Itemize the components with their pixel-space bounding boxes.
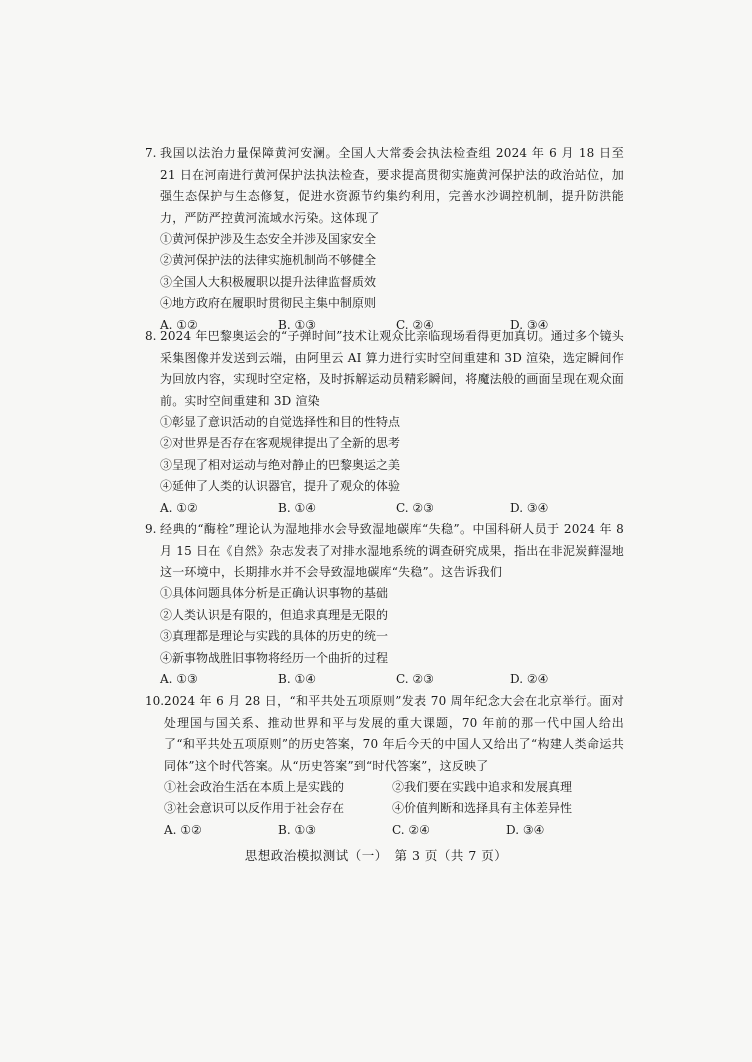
question-stem: 2024 年巴黎奥运会的“子弹时间”技术让观众比亲临现场看得更加真切。通过多个镜头采集图像并发送到云端，由阿里云 AI 算力进行实时空间重建和 3D 渲染，选定瞬间作为回放内容，实现时空定格，及时拆解运动员精彩瞬间，将魔法般的画面呈现在观众面前。实时空间重建和 3D 渲染 bbox=[160, 329, 624, 408]
statement-option: ②黄河保护法的法律实施机制尚不够健全 bbox=[160, 253, 377, 267]
statement-option: ④价值判断和选择具有主体差异性 bbox=[392, 801, 573, 815]
choice-b: B. ①③ bbox=[278, 318, 316, 332]
question-stem: 2024 年 6 月 28 日，“和平共处五项原则”发表 70 周年纪念大会在北京举行。面对处理国与国关系、推动世界和平与发展的重大课题，70 年前的那一代中国人给出了“和平共处五项原则”的历史答案，70 年后今天的中国人又给出了“构建人类命运共同体”这个时代答案。从“历史答案”到“时代答案”，这反映了 bbox=[164, 694, 624, 773]
choice-a: A. ①② bbox=[160, 501, 198, 515]
statement-option: ④延伸了人类的认识器官，提升了观众的体验 bbox=[160, 479, 401, 493]
choice-c: C. ②③ bbox=[396, 672, 434, 686]
question-number: 7. bbox=[145, 146, 157, 160]
choice-b: B. ①④ bbox=[278, 501, 316, 515]
question-number: 10. bbox=[145, 694, 165, 708]
choice-c: C. ②④ bbox=[396, 318, 434, 332]
statement-option: ②对世界是否存在客观规律提出了全新的思考 bbox=[160, 436, 401, 450]
question-number: 9. bbox=[145, 522, 157, 536]
choice-b: B. ①③ bbox=[278, 823, 316, 837]
choice-d: D. ③④ bbox=[506, 823, 545, 837]
question-stem: 经典的“酶栓”理论认为湿地排水会导致湿地碳库“失稳”。中国科研人员于 2024 年 8 月 15 日在《自然》杂志发表了对排水湿地系统的调查研究成果，指出在非泥炭藓湿地这一环境中，长期排水并不会导致湿地碳库“失稳”。这告诉我们 bbox=[160, 522, 624, 579]
statement-option: ④新事物战胜旧事物将经历一个曲折的过程 bbox=[160, 651, 389, 665]
statement-option: ③真理都是理论与实践的具体的历史的统一 bbox=[160, 629, 389, 643]
page-footer: 思想政治模拟测试（一） 第 3 页（共 7 页） bbox=[244, 848, 508, 863]
statement-option: ①彰显了意识活动的自觉选择性和目的性特点 bbox=[160, 415, 401, 429]
statement-option: ①社会政治生活在本质上是实践的 bbox=[164, 780, 345, 794]
statement-option: ①具体问题具体分析是正确认识事物的基础 bbox=[160, 586, 389, 600]
choice-d: D. ②④ bbox=[510, 672, 549, 686]
statement-option: ①黄河保护涉及生态安全并涉及国家安全 bbox=[160, 232, 377, 246]
choice-d: D. ③④ bbox=[510, 501, 549, 515]
statement-option: ③呈现了相对运动与绝对静止的巴黎奥运之美 bbox=[160, 458, 401, 472]
statement-option: ②我们要在实践中追求和发展真理 bbox=[392, 780, 573, 794]
choice-a: A. ①③ bbox=[160, 672, 198, 686]
question-number: 8. bbox=[145, 329, 157, 343]
choice-d: D. ③④ bbox=[510, 318, 549, 332]
statement-option: ②人类认识是有限的，但追求真理是无限的 bbox=[160, 608, 389, 622]
statement-option: ③全国人大积极履职以提升法律监督质效 bbox=[160, 275, 377, 289]
choice-b: B. ①④ bbox=[278, 672, 316, 686]
choice-a: A. ①② bbox=[160, 318, 198, 332]
statement-option: ③社会意识可以反作用于社会存在 bbox=[164, 801, 345, 815]
statement-option: ④地方政府在履职时贯彻民主集中制原则 bbox=[160, 296, 377, 310]
choice-c: C. ②③ bbox=[396, 501, 434, 515]
choice-a: A. ①② bbox=[164, 823, 202, 837]
choice-c: C. ②④ bbox=[392, 823, 430, 837]
question-stem: 我国以法治力量保障黄河安澜。全国人大常委会执法检查组 2024 年 6 月 18 日至 21 日在河南进行黄河保护法执法检查，要求提高贯彻实施黄河保护法的政治站位，加强生态保护与生态修复，促进水资源节约集约利用，完善水沙调控机制，提升防洪能力，严防严控黄河流域水污染。这体现了 bbox=[160, 146, 624, 225]
